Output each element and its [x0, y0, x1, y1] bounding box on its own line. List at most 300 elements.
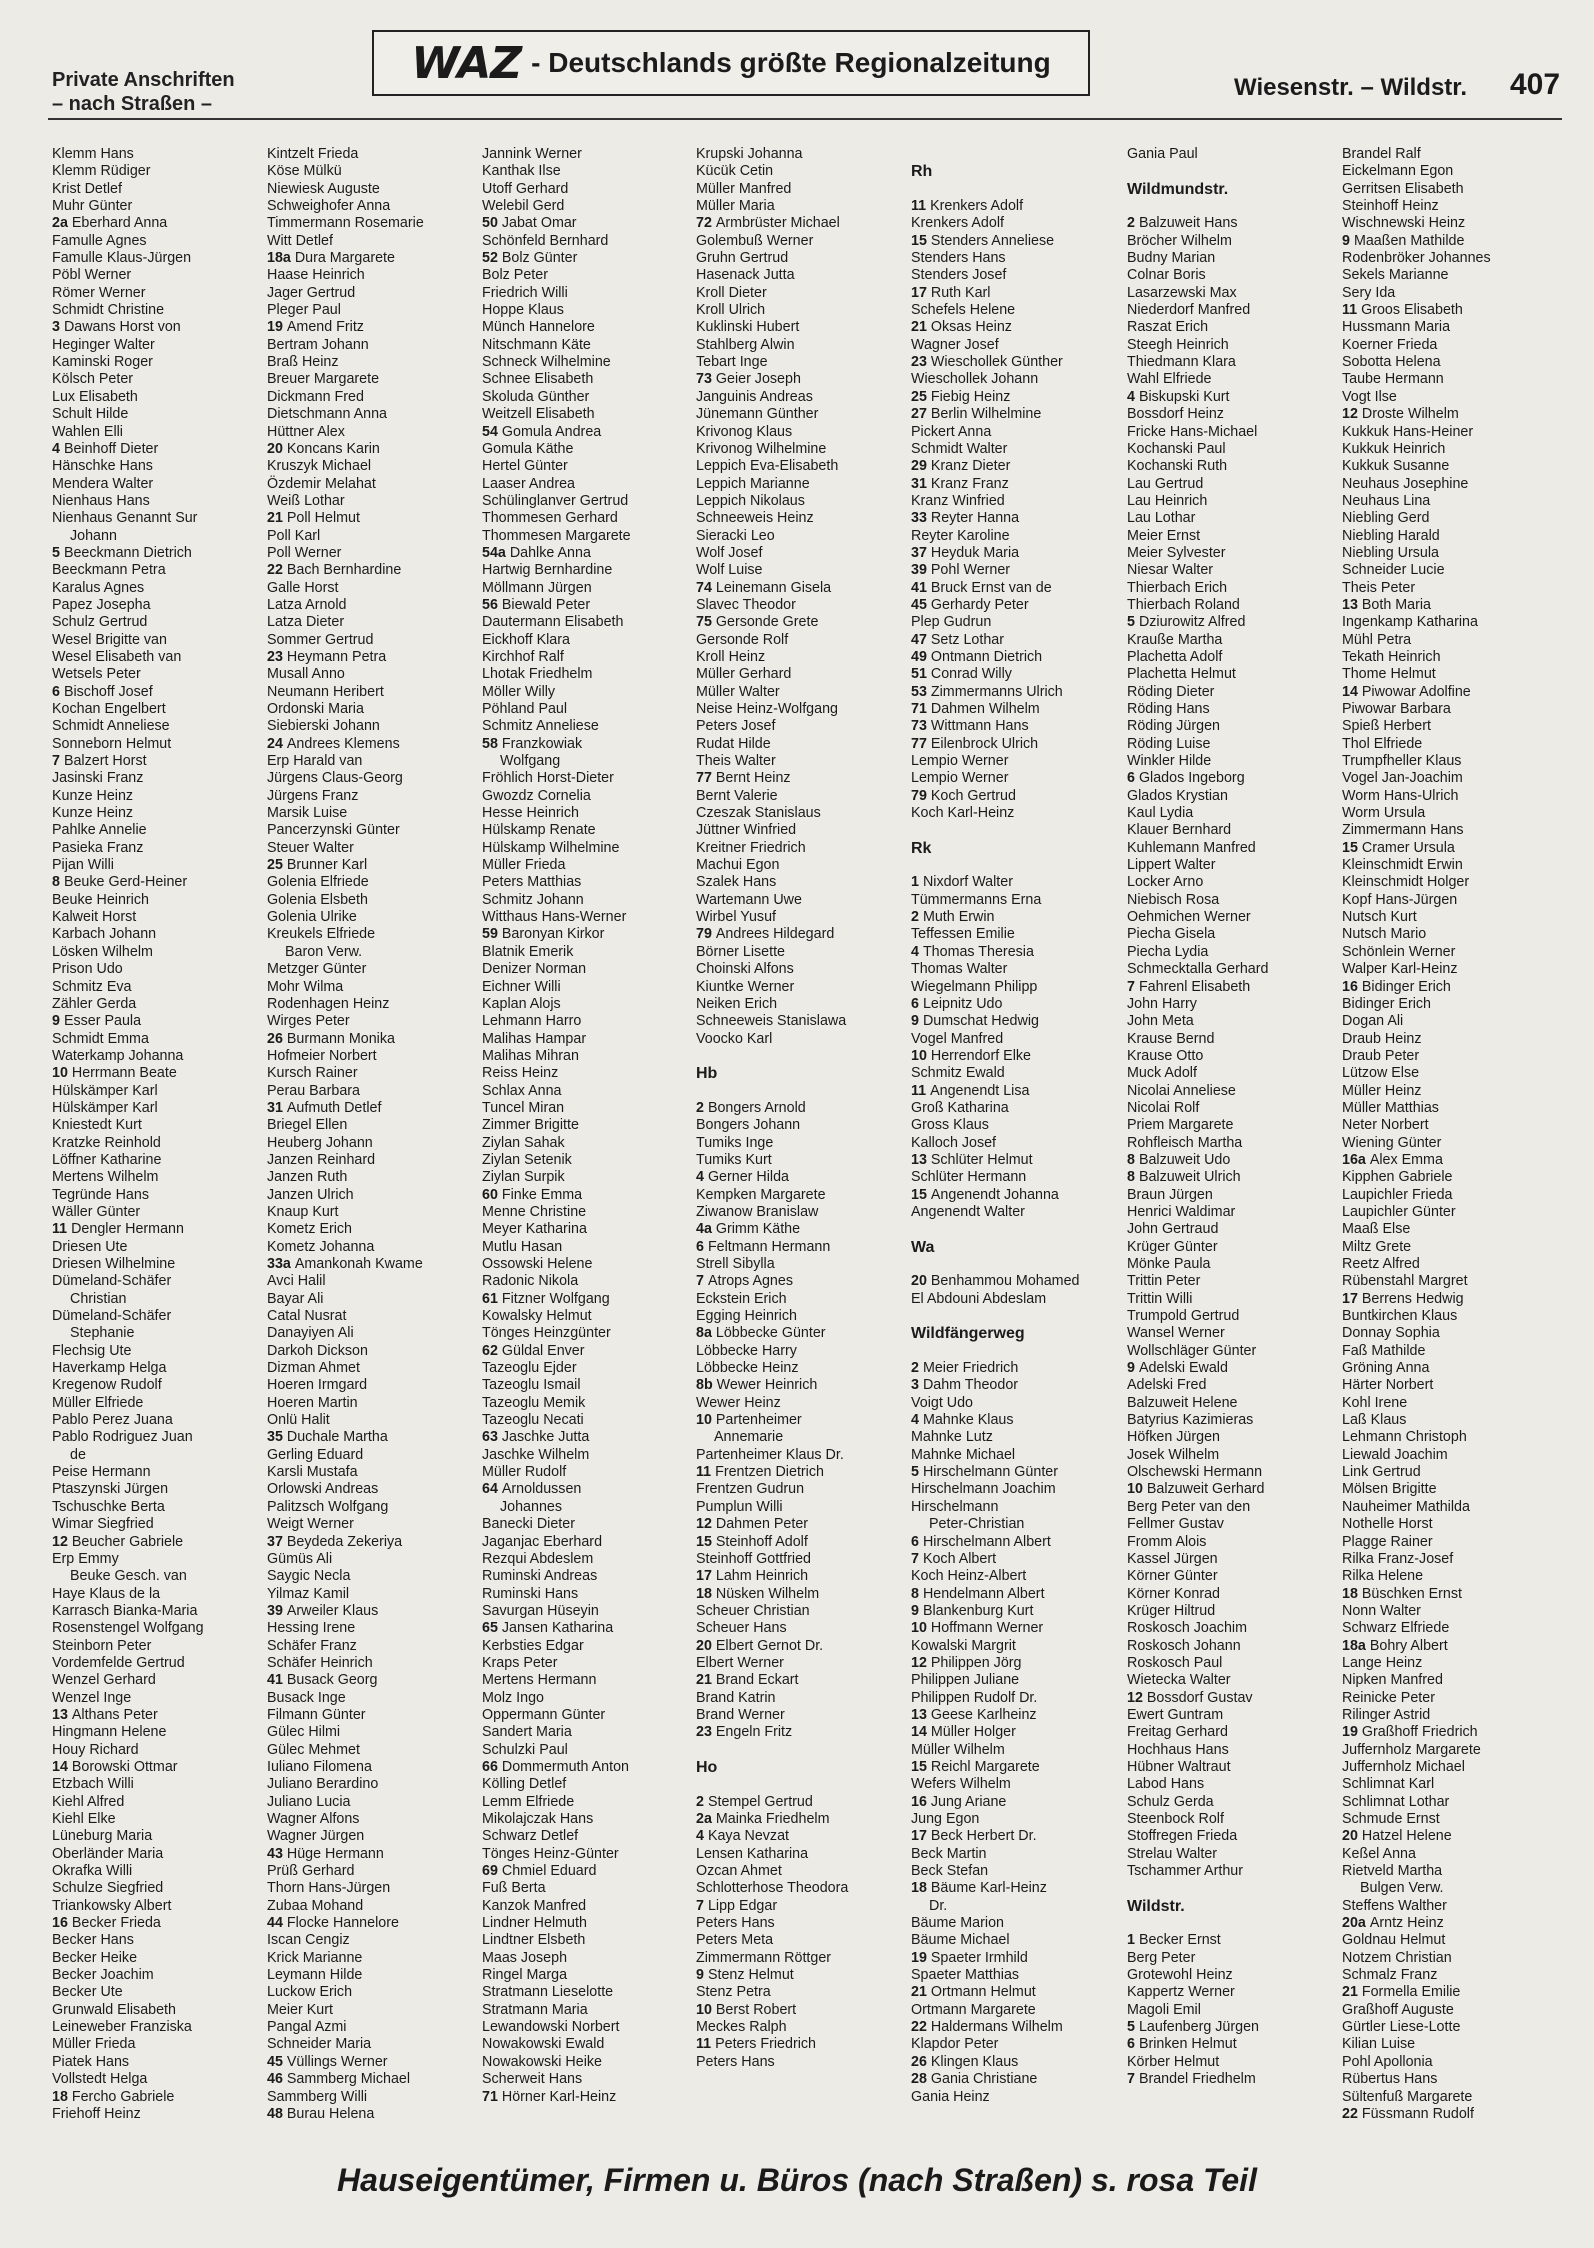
listing-entry: 11 Angenendt Lisa — [911, 1082, 1030, 1099]
listing-entry: Ruminski Hans — [482, 1585, 579, 1602]
listing-entry: Nowakowski Heike — [482, 2053, 602, 2070]
listing-entry: 2a Eberhard Anna — [52, 215, 168, 232]
listing-entry: 60 Finke Emma — [482, 1186, 583, 1203]
listing-entry: Becker Heike — [52, 1949, 138, 1966]
listing-entry: Krenkers Adolf — [911, 215, 1004, 232]
listing-entry: Neuhaus Lina — [1342, 492, 1431, 509]
listing-entry: Knaup Kurt — [267, 1203, 339, 1220]
listing-entry: Magoli Emil — [1127, 2001, 1201, 2018]
listing-entry: Kunze Heinz — [52, 805, 134, 822]
listing-entry: Peters Josef — [696, 718, 776, 735]
listing-entry: Beuke Gesch. van — [70, 1568, 187, 1585]
listing-entry: 50 Jabat Omar — [482, 215, 577, 232]
listing-entry — [1127, 1880, 1339, 1897]
listing-entry: Schlax Anna — [482, 1082, 562, 1099]
listing-entry: Zimmer Brigitte — [482, 1117, 579, 1134]
listing-entry: Meckes Ralph — [696, 2019, 787, 2036]
listing-entry: Czeszak Stanislaus — [696, 805, 821, 822]
listing-entry: 10 Herrmann Beate — [52, 1065, 177, 1082]
listing-entry: Nonn Walter — [1342, 1602, 1421, 1619]
listing-column-4 — [696, 146, 908, 2071]
listing-entry: Hessing Irene — [267, 1620, 356, 1637]
listing-entry: Sandert Maria — [482, 1724, 572, 1741]
listing-entry: Steinborn Peter — [52, 1637, 152, 1654]
listing-entry: Leppich Eva-Elisabeth — [696, 458, 839, 475]
listing-entry: Dümeland-Schäfer — [52, 1273, 172, 1290]
listing-entry: Skoluda Günther — [482, 388, 590, 405]
listing-entry: Möller Willy — [482, 683, 556, 700]
listing-entry: 6 Leipnitz Udo — [911, 995, 1003, 1012]
listing-entry: 21 Oksas Heinz — [911, 319, 1012, 336]
listing-entry: Steinhoff Heinz — [1342, 198, 1439, 215]
listing-entry: Laupichler Frieda — [1342, 1186, 1453, 1203]
listing-entry: 8b Wewer Heinrich — [696, 1377, 818, 1394]
listing-entry: Weiß Lothar — [267, 492, 345, 509]
listing-entry: Karbach Johann — [52, 926, 157, 943]
listing-entry: Waterkamp Johanna — [52, 1047, 184, 1064]
listing-entry: Oppermann Günter — [482, 1706, 606, 1723]
listing-entry: Schneeweis Heinz — [696, 510, 814, 527]
street-heading: Ho — [696, 1758, 718, 1776]
listing-entry: Lau Heinrich — [1127, 492, 1208, 509]
listing-entry: Nutsch Mario — [1342, 926, 1427, 943]
listing-entry: 39 Arweiler Klaus — [267, 1602, 379, 1619]
listing-entry: Kiehl Alfred — [52, 1793, 125, 1810]
listing-entry: Vordemfelde Gertrud — [52, 1654, 185, 1671]
listing-entry: Tazeoglu Necati — [482, 1412, 584, 1429]
listing-entry: 4a Grimm Käthe — [696, 1221, 801, 1238]
listing-entry: 4 Mahnke Klaus — [911, 1412, 1014, 1429]
listing-entry: Wäller Günter — [52, 1203, 141, 1220]
listing-entry: Kniestedt Kurt — [52, 1117, 142, 1134]
listing-entry: Sery Ida — [1342, 284, 1396, 301]
street-heading: Rk — [911, 839, 932, 857]
listing-entry: 1 Becker Ernst — [1127, 1932, 1221, 1949]
listing-entry: Schmitz Anneliese — [482, 718, 599, 735]
listing-entry: Pangal Azmi — [267, 2019, 347, 2036]
listing-entry: Stenders Josef — [911, 267, 1007, 284]
listing-entry: Houy Richard — [52, 1741, 139, 1758]
listing-entry: Plep Gudrun — [911, 614, 992, 631]
listing-entry: Leymann Hilde — [267, 1967, 363, 1984]
listing-entry: 18 Büschken Ernst — [1342, 1585, 1463, 1602]
listing-entry: Bossdorf Heinz — [1127, 406, 1224, 423]
listing-entry: Niebling Ursula — [1342, 544, 1439, 561]
listing-entry: Lewandowski Norbert — [482, 2019, 620, 2036]
listing-entry: 17 Ruth Karl — [911, 284, 991, 301]
listing-entry: Draub Heinz — [1342, 1030, 1422, 1047]
newspaper-banner — [372, 30, 1090, 96]
listing-entry: Kleinschmidt Erwin — [1342, 857, 1463, 874]
listing-entry: Reinicke Peter — [1342, 1689, 1435, 1706]
listing-entry: Laß Klaus — [1342, 1412, 1407, 1429]
listing-entry: Dickmann Fred — [267, 388, 364, 405]
listing-entry: 31 Aufmuth Detlef — [267, 1099, 382, 1116]
listing-entry: Slavec Theodor — [696, 596, 796, 613]
listing-entry: Özdemir Melahat — [267, 475, 376, 492]
listing-entry: Schwarz Detlef — [482, 1828, 579, 1845]
listing-entry: Schmitz Eva — [52, 978, 132, 995]
listing-entry: Kowalski Margrit — [911, 1637, 1016, 1654]
listing-entry — [911, 146, 1123, 163]
listing-entry: 31 Kranz Franz — [911, 475, 1009, 492]
banner-subtitle: - Deutschlands größte Regionalzeitung — [531, 47, 1051, 78]
listing-entry: Krupski Johanna — [696, 146, 803, 162]
listing-entry: 79 Andrees Hildegard — [696, 926, 835, 943]
listing-entry: Kukkuk Heinrich — [1342, 440, 1446, 457]
listing-entry: Wolf Luise — [696, 562, 763, 579]
listing-entry: 4 Gerner Hilda — [696, 1169, 789, 1186]
listing-entry: Müller Wilhelm — [911, 1741, 1005, 1758]
listing-entry: Schulz Gertrud — [52, 614, 148, 631]
listing-entry: Worm Ursula — [1342, 805, 1426, 822]
listing-entry: 12 Philippen Jörg — [911, 1654, 1022, 1671]
listing-entry: Kanthak Ilse — [482, 163, 561, 180]
listing-entry: Müller Elfriede — [52, 1394, 144, 1411]
listing-entry: Vogel Jan-Joachim — [1342, 770, 1463, 787]
listing-entry: Hübner Waltraut — [1127, 1758, 1231, 1775]
listing-entry: Baron Verw. — [285, 943, 363, 960]
listing-entry: Zimmermann Hans — [1342, 822, 1464, 839]
listing-entry: Danayiyen Ali — [267, 1325, 354, 1342]
listing-entry: Welebil Gerd — [482, 198, 565, 215]
listing-entry: Poll Werner — [267, 544, 342, 561]
listing-entry: Hirschelmann — [911, 1498, 999, 1515]
listing-entry: 46 Sammberg Michael — [267, 2071, 411, 2088]
listing-entry: 13 Althans Peter — [52, 1706, 158, 1723]
listing-entry: 10 Partenheimer — [696, 1412, 802, 1429]
listing-entry: Juffernholz Margarete — [1342, 1741, 1481, 1758]
listing-entry: Fellmer Gustav — [1127, 1516, 1224, 1533]
listing-entry: Münch Hannelore — [482, 319, 595, 336]
listing-entry: Gerling Eduard — [267, 1446, 364, 1463]
listing-entry: Golenia Elfriede — [267, 874, 369, 891]
listing-entry: Thierbach Roland — [1127, 596, 1240, 613]
listing-entry: 33a Amankonah Kwame — [267, 1256, 423, 1272]
listing-entry: Prison Udo — [52, 961, 123, 978]
listing-entry: 45 Gerhardy Peter — [911, 596, 1029, 613]
listing-entry: Glados Krystian — [1127, 787, 1228, 804]
listing-entry: Lemm Elfriede — [482, 1793, 575, 1810]
street-heading: Wildmundstr. — [1127, 180, 1229, 198]
listing-entry — [911, 1308, 1123, 1325]
listing-entry: 4 Beinhoff Dieter — [52, 440, 159, 457]
listing-entry: Mertens Hermann — [482, 1672, 597, 1689]
listing-entry: 21 Poll Helmut — [267, 510, 360, 527]
listing-entry: 37 Heyduk Maria — [911, 544, 1020, 561]
listing-entry: Janguinis Andreas — [696, 388, 813, 405]
listing-entry: 54 Gomula Andrea — [482, 423, 602, 440]
street-heading: Hb — [696, 1065, 718, 1083]
listing-entry: Beck Martin — [911, 1845, 987, 1862]
listing-entry: 13 Schlüter Helmut — [911, 1151, 1033, 1168]
listing-entry: 2 Bongers Arnold — [696, 1099, 806, 1116]
listing-entry: 4 Biskupski Kurt — [1127, 388, 1230, 405]
listing-entry: Ruminski Andreas — [482, 1568, 598, 1585]
listing-entry: Hülskamp Wilhelmine — [482, 839, 620, 856]
listing-entry: Neise Heinz-Wolfgang — [696, 701, 838, 717]
listing-entry: 20 Koncans Karin — [267, 440, 380, 457]
street-range: Wiesenstr. – Wildstr. — [1234, 74, 1467, 101]
listing-entry: Priem Margarete — [1127, 1117, 1234, 1134]
listing-entry: Notzem Christian — [1342, 1949, 1452, 1966]
listing-entry: Kukkuk Susanne — [1342, 458, 1450, 475]
listing-entry: Tumiks Inge — [696, 1134, 774, 1151]
listing-entry: Körner Konrad — [1127, 1585, 1220, 1602]
listing-entry: Lindtner Elsbeth — [482, 1932, 586, 1949]
listing-entry: Thome Helmut — [1342, 666, 1436, 683]
listing-entry: 6 Glados Ingeborg — [1127, 770, 1245, 787]
listing-entry: Kohl Irene — [1342, 1394, 1408, 1411]
listing-entry: Pasieka Franz — [52, 839, 144, 856]
listing-entry: Graßhoff Auguste — [1342, 2001, 1454, 2018]
listing-entry: Jürgens Franz — [267, 787, 359, 804]
listing-entry: Röding Luise — [1127, 735, 1211, 752]
listing-entry: Bertram Johann — [267, 336, 369, 353]
listing-entry: Jannink Werner — [482, 146, 582, 162]
listing-entry: Mutlu Hasan — [482, 1238, 563, 1255]
listing-entry: Stoffregen Frieda — [1127, 1828, 1238, 1845]
listing-entry: 3 Dahm Theodor — [911, 1377, 1019, 1394]
listing-entry: 2 Muth Erwin — [911, 909, 995, 926]
listing-entry: Rübenstahl Margret — [1342, 1273, 1468, 1290]
listing-entry: Luckow Erich — [267, 1984, 353, 2001]
listing-entry: Rohfleisch Martha — [1127, 1134, 1243, 1151]
listing-entry: 65 Jansen Katharina — [482, 1620, 614, 1637]
listing-entry: Angenendt Walter — [911, 1203, 1025, 1220]
listing-entry: Okrafka Willi — [52, 1863, 133, 1880]
listing-entry: Reiss Heinz — [482, 1065, 559, 1082]
listing-entry: Colnar Boris — [1127, 267, 1206, 284]
listing-entry: Schmidt Christine — [52, 302, 165, 319]
listing-entry: 9 Adelski Ewald — [1127, 1360, 1228, 1377]
listing-entry: Sieracki Leo — [696, 527, 775, 544]
listing-entry: Dietschmann Anna — [267, 406, 388, 423]
listing-entry: 59 Baronyan Kirkor — [482, 926, 605, 943]
listing-entry: Siebierski Johann — [267, 718, 380, 735]
listing-entry: Voigt Udo — [911, 1394, 973, 1411]
listing-entry: 9 Maaßen Mathilde — [1342, 232, 1465, 249]
listing-entry: Gülec Mehmet — [267, 1741, 360, 1758]
listing-entry: Gersonde Rolf — [696, 631, 789, 648]
listing-entry: Bayar Ali — [267, 1290, 324, 1307]
listing-entry: Koch Heinz-Albert — [911, 1568, 1027, 1585]
listing-entry: 62 Güldal Enver — [482, 1342, 585, 1359]
listing-entry: 18 Nüsken Wilhelm — [696, 1585, 820, 1602]
listing-entry: 19 Spaeter Irmhild — [911, 1949, 1028, 1966]
listing-entry: Stahlberg Alwin — [696, 336, 795, 353]
listing-entry: 26 Klingen Klaus — [911, 2053, 1019, 2070]
listing-entry: Lüneburg Maria — [52, 1828, 153, 1845]
listing-entry: Thomas Walter — [911, 961, 1008, 978]
listing-entry: 5 Hirschelmann Günter — [911, 1464, 1059, 1481]
listing-entry: 72 Armbrüster Michael — [696, 215, 840, 232]
listing-entry: Wirges Peter — [267, 1013, 350, 1030]
listing-entry: Iuliano Filomena — [267, 1758, 372, 1775]
listing-entry: 5 Dziurowitz Alfred — [1127, 614, 1246, 631]
listing-entry: Pleger Paul — [267, 302, 341, 319]
listing-entry: 11 Dengler Hermann — [52, 1221, 184, 1238]
listing-entry: Jaganjac Eberhard — [482, 1533, 603, 1550]
listing-entry: Schult Hilde — [52, 406, 129, 423]
listing-entry: Zimmermann Röttger — [696, 1949, 832, 1966]
listing-entry: Krivonog Wilhelmine — [696, 440, 827, 457]
listing-entry: Wieschollek Johann — [911, 371, 1039, 388]
listing-entry: Lensen Katharina — [696, 1845, 809, 1862]
listing-entry: Leppich Nikolaus — [696, 492, 805, 509]
listing-entry: Bernt Valerie — [696, 787, 778, 804]
listing-entry: Piecha Lydia — [1127, 943, 1209, 960]
listing-entry: Börner Lisette — [696, 943, 786, 960]
listing-entry: Wiegelmann Philipp — [911, 978, 1038, 995]
listing-entry: Kreitner Friedrich — [696, 839, 806, 856]
listing-entry: Nothelle Horst — [1342, 1516, 1433, 1533]
listing-entry: 16 Becker Frieda — [52, 1915, 161, 1932]
listing-entry: Körber Helmut — [1127, 2053, 1220, 2070]
listing-entry: Trittin Peter — [1127, 1273, 1201, 1290]
listing-entry: Meier Kurt — [267, 2001, 333, 2018]
listing-entry: Kuklinski Hubert — [696, 319, 800, 336]
listing-entry: Kraps Peter — [482, 1654, 558, 1671]
listing-entry: 21 Ortmann Helmut — [911, 1984, 1036, 2001]
listing-entry: Meier Ernst — [1127, 527, 1201, 544]
listing-entry: Kanzok Manfred — [482, 1897, 587, 1914]
listing-entry: Kaminski Roger — [52, 354, 153, 371]
listing-entry: Krick Marianne — [267, 1949, 363, 1966]
listing-entry: Müller Rudolf — [482, 1464, 567, 1481]
listing-entry: Savurgan Hüseyin — [482, 1602, 599, 1619]
listing-entry: Metzger Günter — [267, 961, 367, 978]
listing-entry: Freitag Gerhard — [1127, 1724, 1228, 1741]
listing-entry: 12 Droste Wilhelm — [1342, 406, 1459, 423]
listing-entry: Röding Hans — [1127, 701, 1210, 717]
listing-entry: 9 Dumschat Hedwig — [911, 1013, 1039, 1030]
listing-entry: Schülinglanver Gertrud — [482, 492, 629, 509]
listing-entry — [696, 1083, 908, 1100]
listing-entry: Hartwig Bernhardine — [482, 562, 613, 579]
listing-entry: Wewer Heinz — [696, 1394, 781, 1411]
listing-entry: Jaschke Wilhelm — [482, 1446, 590, 1463]
listing-entry: Hülskamp Renate — [482, 822, 596, 839]
listing-entry — [696, 1742, 908, 1759]
listing-entry: 29 Kranz Dieter — [911, 458, 1011, 475]
listing-entry: 17 Beck Herbert Dr. — [911, 1828, 1037, 1845]
listing-entry: Schmude Ernst — [1342, 1811, 1440, 1827]
listing-entry: Hasenack Jutta — [696, 267, 795, 284]
listing-entry: 10 Herrendorf Elke — [911, 1047, 1031, 1064]
listing-entry: Adelski Fred — [1127, 1377, 1207, 1394]
listing-entry: Eickelmann Egon — [1342, 163, 1454, 180]
listing-entry: Liewald Joachim — [1342, 1446, 1448, 1463]
listing-entry: Peise Hermann — [52, 1464, 151, 1481]
listing-entry: 73 Geier Joseph — [696, 371, 801, 388]
listing-entry: Kursch Rainer — [267, 1065, 358, 1082]
listing-entry — [911, 181, 1123, 198]
listing-entry: Plachetta Adolf — [1127, 648, 1223, 665]
listing-entry: Mönke Paula — [1127, 1256, 1211, 1272]
listing-entry: Maaß Else — [1342, 1221, 1411, 1238]
listing-entry: Sommer Gertrud — [267, 631, 374, 648]
listing-entry: Tekath Heinrich — [1342, 648, 1441, 665]
listing-entry: 18a Dura Margarete — [267, 250, 395, 267]
listing-entry: Peters Hans — [696, 1915, 775, 1932]
listing-entry: Avci Halil — [267, 1273, 326, 1290]
listing-entry: Palitzsch Wolfgang — [267, 1498, 389, 1515]
listing-entry: 12 Beucher Gabriele — [52, 1533, 184, 1550]
listing-entry: Witthaus Hans-Werner — [482, 909, 627, 926]
listing-entry: Schweighofer Anna — [267, 198, 391, 215]
listing-entry: Beeckmann Petra — [52, 562, 166, 579]
listing-entry: 64 Arnoldussen — [482, 1481, 582, 1498]
listing-entry: Müller Maria — [696, 198, 775, 215]
listing-entry: Muck Adolf — [1127, 1065, 1197, 1082]
listing-entry: 77 Bernt Heinz — [696, 770, 791, 787]
listing-entry: Roskosch Joachim — [1127, 1620, 1247, 1637]
listing-entry: 75 Gersonde Grete — [696, 614, 819, 631]
listing-entry: 1 Nixdorf Walter — [911, 874, 1013, 891]
listing-entry — [696, 1048, 908, 1065]
listing-entry: Schulz Gerda — [1127, 1793, 1214, 1810]
listing-entry: Meier Sylvester — [1127, 544, 1226, 561]
listing-entry: Höfken Jürgen — [1127, 1429, 1220, 1446]
listing-entry: Niebling Gerd — [1342, 510, 1430, 527]
listing-entry: Rezqui Abdeslem — [482, 1550, 594, 1567]
listing-entry: Schneider Maria — [267, 2036, 372, 2053]
waz-logo: WAZ — [411, 37, 522, 89]
listing-entry: Löbbecke Heinz — [696, 1360, 799, 1377]
listing-entry: Galle Horst — [267, 579, 339, 596]
listing-entry: Golenia Elsbeth — [267, 891, 368, 908]
listing-entry: Tegründe Hans — [52, 1186, 149, 1203]
listing-entry: 17 Lahm Heinrich — [696, 1568, 809, 1585]
listing-entry: 44 Flocke Hannelore — [267, 1915, 399, 1932]
listing-entry: Pöbl Werner — [52, 267, 132, 284]
listing-entry: Becker Joachim — [52, 1967, 154, 1984]
listing-entry: Hoeren Martin — [267, 1394, 358, 1411]
listing-entry: Vogel Manfred — [911, 1030, 1004, 1047]
listing-entry: Neumann Heribert — [267, 683, 384, 700]
listing-entry: Kleinschmidt Holger — [1342, 874, 1470, 891]
listing-entry: Lippert Walter — [1127, 857, 1216, 874]
listing-entry: 6 Bischoff Josef — [52, 683, 153, 700]
listing-entry: 16 Bidinger Erich — [1342, 978, 1451, 995]
listing-entry: Taube Hermann — [1342, 371, 1444, 388]
listing-entry: Ptaszynski Jürgen — [52, 1481, 169, 1498]
listing-entry: Janzen Ulrich — [267, 1186, 354, 1203]
listing-entry: Donnay Sophia — [1342, 1325, 1440, 1342]
listing-entry: 18 Bäume Karl-Heinz — [911, 1880, 1047, 1897]
listing-entry: Berg Peter van den — [1127, 1498, 1251, 1515]
listing-entry: Hirschelmann Joachim — [911, 1481, 1056, 1498]
listing-entry: Kalloch Josef — [911, 1134, 997, 1151]
listing-entry: 9 Esser Paula — [52, 1013, 142, 1030]
listing-entry: 2 Meier Friedrich — [911, 1360, 1019, 1377]
listing-entry: Kalweit Horst — [52, 909, 137, 926]
listing-entry: Kochanski Ruth — [1127, 458, 1228, 475]
listing-entry: Friedrich Willi — [482, 284, 568, 301]
listing-entry: Lehmann Harro — [482, 1013, 582, 1030]
listing-entry: Wirbel Yusuf — [696, 909, 776, 926]
listing-entry: Niederdorf Manfred — [1127, 302, 1251, 319]
listing-entry: Niebisch Rosa — [1127, 891, 1220, 908]
listing-entry: Groß Katharina — [911, 1099, 1009, 1116]
listing-entry: 77 Eilenbrock Ulrich — [911, 735, 1039, 752]
listing-entry: Theis Peter — [1342, 579, 1416, 596]
listing-entry: Kruszyk Michael — [267, 458, 372, 475]
listing-entry: Hertel Günter — [482, 458, 568, 475]
listing-entry: 25 Fiebig Heinz — [911, 388, 1011, 405]
listing-entry: Braun Jürgen — [1127, 1186, 1213, 1203]
